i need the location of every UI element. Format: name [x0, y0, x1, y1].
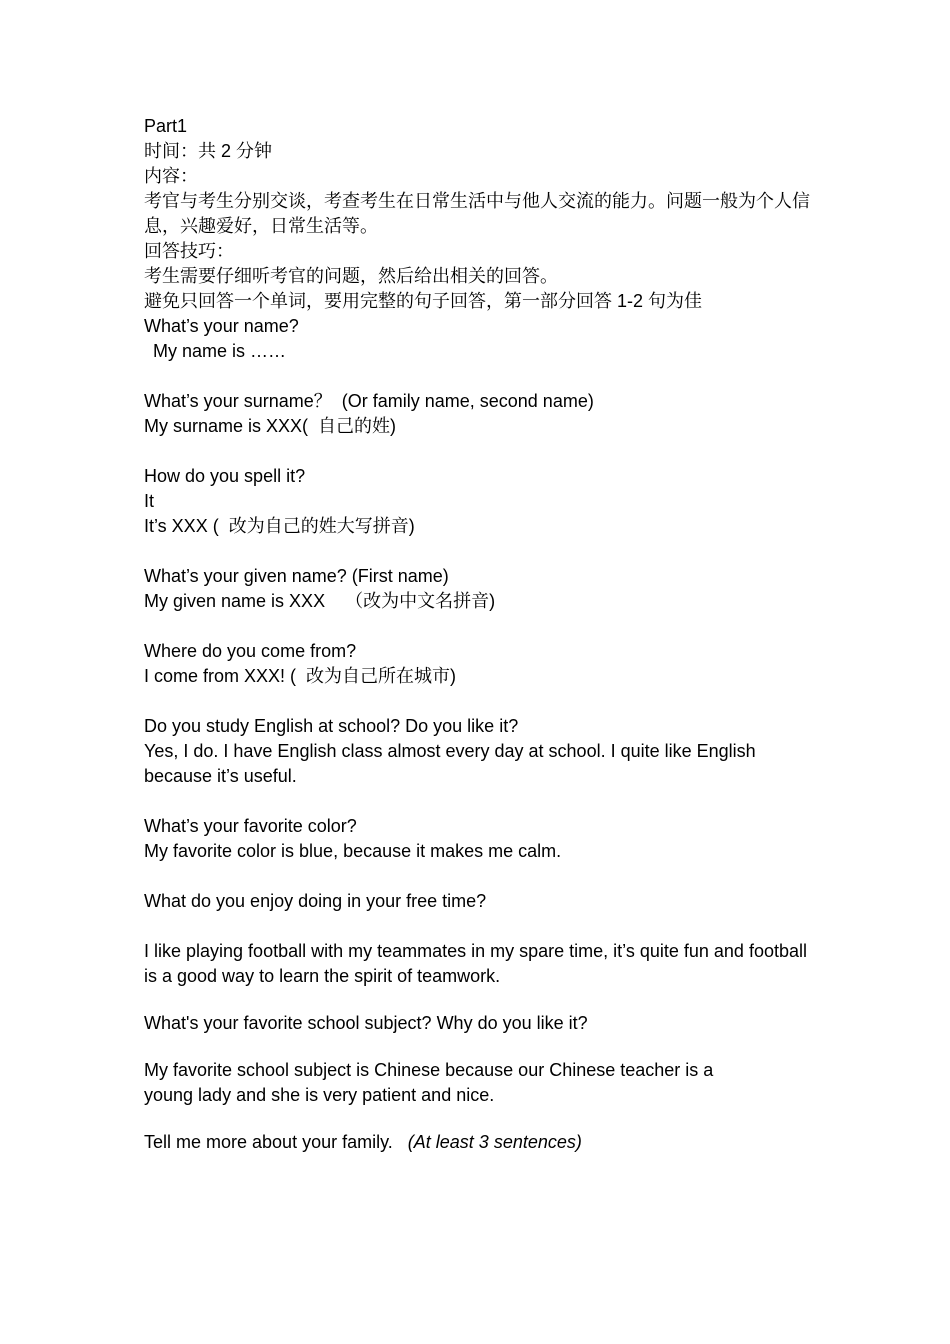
spacer	[144, 539, 814, 564]
spacer	[144, 1108, 814, 1130]
question-study-english: Do you study English at school? Do you like it?	[144, 716, 519, 736]
question-family	[144, 1130, 814, 1155]
spacer	[144, 614, 814, 639]
tip-full-sentences: 避免只回答一个单词，要用完整的句子回答，第一部分回答 1-2 句为佳	[144, 291, 703, 311]
spacer	[144, 364, 814, 389]
question-family-text: Tell me more about your family.	[144, 1132, 393, 1152]
question-surname: What’s your surname？ (Or family name, second name)	[144, 391, 594, 411]
document-body	[144, 114, 814, 1155]
question-spell: How do you spell it?	[144, 466, 306, 486]
question-free-time: What do you enjoy doing in your free time?	[144, 891, 487, 911]
spacer	[144, 864, 814, 889]
spacer	[144, 1036, 814, 1058]
tips-label: 回答技巧：	[144, 241, 234, 261]
spacer	[144, 789, 814, 814]
answer-surname: My surname is XXX( 自己的姓)	[144, 416, 397, 436]
content-description: 考官与考生分别交谈，考查考生在日常生活中与他人交流的能力。问题一般为个人信息，兴趣爱好，日常生活等。	[144, 191, 810, 236]
answer-spell: It’s XXX ( 改为自己的姓大写拼音)	[144, 516, 415, 536]
part-heading: Part1	[144, 116, 188, 136]
question-come-from: Where do you come from?	[144, 641, 357, 661]
question-school-subject: What's your favorite school subject? Why do you like it?	[144, 1013, 588, 1033]
answer-favorite-color: My favorite color is blue, because it makes me calm.	[144, 841, 562, 861]
answer-name: My name is ……	[153, 341, 287, 361]
content-label: 内容：	[144, 166, 198, 186]
answer-study-english: Yes, I do. I have English class almost every day at school. I quite like English because it’s useful.	[144, 741, 756, 786]
spacer	[144, 689, 814, 714]
question-family-note: (At least 3 sentences)	[407, 1132, 582, 1152]
answer-free-time: I like playing football with my teammates in my spare time, it’s quite fun and football is a good way to learn the spirit of teamwork.	[144, 941, 807, 986]
question-given-name: What’s your given name? (First name)	[144, 566, 449, 586]
answer-come-from: I come from XXX! ( 改为自己所在城市)	[144, 666, 457, 686]
spacer	[144, 914, 814, 939]
question-name: What’s your name?	[144, 316, 299, 336]
spacer	[144, 989, 814, 1011]
answer-given-name: My given name is XXX （改为中文名拼音)	[144, 591, 496, 611]
tip-listen: 考生需要仔细听考官的问题，然后给出相关的回答。	[144, 266, 558, 286]
spacer	[144, 439, 814, 464]
question-family-gap	[393, 1132, 408, 1152]
answer-school-subject-text: My favorite school subject is Chinese because our Chinese teacher is a young lady and she is very patient and nice.	[144, 1060, 719, 1105]
question-favorite-color: What’s your favorite color?	[144, 816, 357, 836]
answer-spell-fragment: It	[144, 491, 155, 511]
answer-school-subject	[144, 1058, 814, 1108]
time-info: 时间：共 2 分钟	[144, 141, 273, 161]
